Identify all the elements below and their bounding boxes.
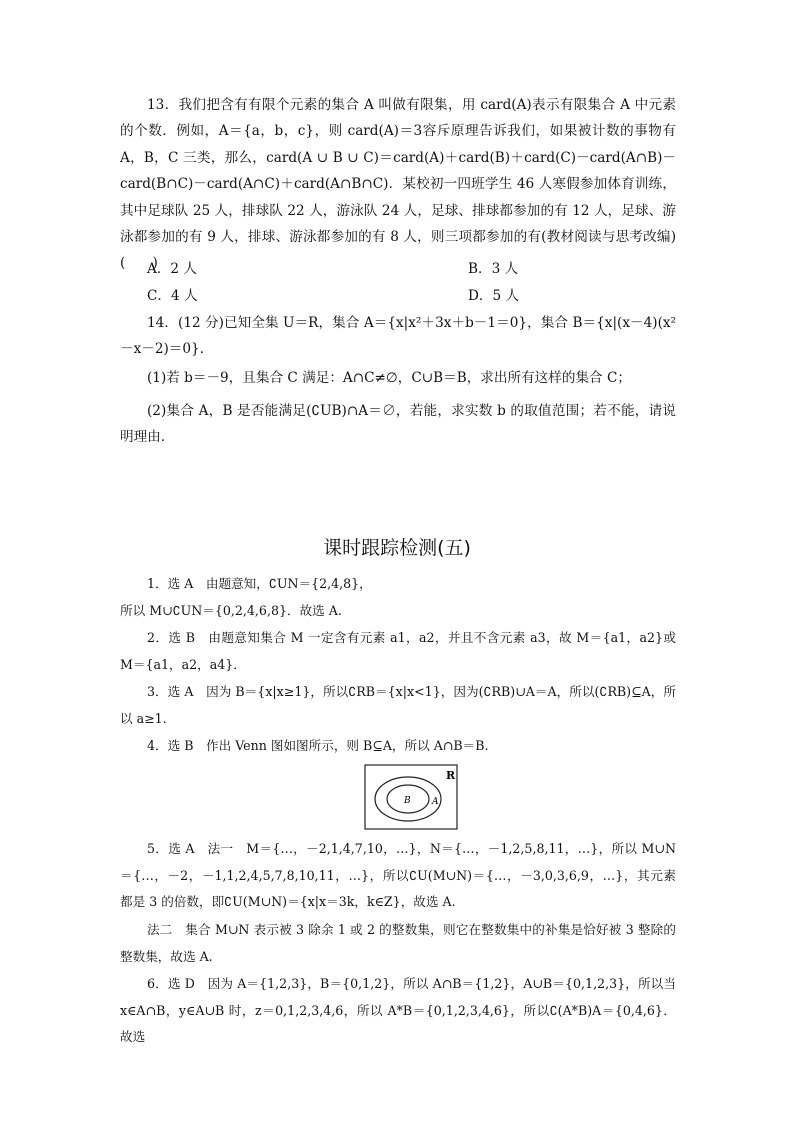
answer-3: 3．选 A 因为 B＝{x|x≥1}，所以∁RB＝{x|x<1}，因为(∁RB)∪A＝A，所以(∁RB)⊆A，所以 a≥1.: [120, 684, 676, 726]
answer-5: 5．选 A 法一 M＝{…，－2,1,4,7,10，…}，N＝{…，－1,2,5,8,11，…}，所以 M∪N＝{…，－2，－1,1,2,4,5,7,8,10,11，…}，所以∁U(M∪N)＝{…，－3,0,3,6,9，…}，其元素都是 3 的倍数，即∁U(M∪N)＝{x|x＝3k，k∈Z}，故选 A.: [120, 841, 676, 910]
answer-1-line-1: 1．选 A 由题意知，∁UN＝{2,4,8}，: [147, 576, 372, 591]
venn-universe-box: [365, 765, 457, 829]
venn-set-a-label: A: [432, 797, 439, 807]
section-title: 课时跟踪检测(五): [323, 537, 471, 559]
answer-6: 6．选 D 因为 A＝{1,2,3}，B＝{0,1,2}，所以 A∩B＝{1,2}，A∪B＝{0,1,2,3}，所以当 x∈A∩B，y∈A∪B 时，z＝0,1,2,3,4,6，所以 A*B＝{0,1,2,3,4,6}，所以∁(A*B)A＝{0,4,6}．故选: [120, 976, 676, 1045]
venn-universe-label: R: [446, 769, 456, 782]
venn-set-b-label: B: [404, 796, 411, 806]
question-14-stem: 14．(12 分)已知全集 U＝R，集合 A＝{x|x²＋3x＋b－1＝0}，集合 B＝{x|(x－4)(x²－x－2)＝0}．: [120, 315, 676, 358]
answer-1-line-2: 所以 M∪∁UN＝{0,2,4,6,8}．故选 A.: [120, 603, 342, 618]
option-d: D．5 人: [468, 288, 520, 304]
option-b: B．3 人: [468, 261, 519, 277]
question-14-part-2: (2)集合 A，B 是否能满足(∁UB)∩A＝∅，若能，求实数 b 的取值范围；若不能，请说明理由．: [120, 403, 676, 446]
answer-4: 4．选 B 作出 Venn 图如图所示，则 B⊆A，所以 A∩B＝B.: [147, 738, 489, 753]
question-14-part-1: (1)若 b＝－9，且集合 C 满足：A∩C≠∅，C∪B＝B，求出所有这样的集合 C；: [147, 370, 631, 386]
question-13-text: 13．我们把含有有限个元素的集合 A 叫做有限集，用 card(A)表示有限集合 A 中元素的个数．例如，A＝{a，b，c}，则 card(A)＝3容斥原理告诉我们，如果被计数的事物有 A，B，C 三类，那么，card(A ∪ B ∪ C)＝card(A)＋card(B)＋card(C)－card(A∩B)－card(B∩C)－card(A∩C)＋card(A∩B∩C)．某校初一四班学生 46 人寒假参加体育训练，其中足球队 25 人，排球队 22 人，游泳队 24 人，足球、排球都参加的有 12 人，足球、游泳都参加的有 9 人，排球、游泳都参加的有 8 人，则三项都参加的有(教材阅读与思考改编)( ): [120, 97, 676, 272]
venn-diagram: [364, 764, 458, 830]
option-a: A．2 人: [147, 261, 197, 277]
option-c: C．4 人: [147, 288, 198, 304]
answer-2: 2．选 B 由题意知集合 M 一定含有元素 a1，a2，并且不含元素 a3，故 M＝{a1，a2}或 M＝{a1，a2，a4}．: [120, 630, 676, 672]
answer-5-method-2: 法二 集合 M∪N 表示被 3 除余 1 或 2 的整数集，则它在整数集中的补集是恰好被 3 整除的整数集，故选 A.: [120, 922, 676, 964]
